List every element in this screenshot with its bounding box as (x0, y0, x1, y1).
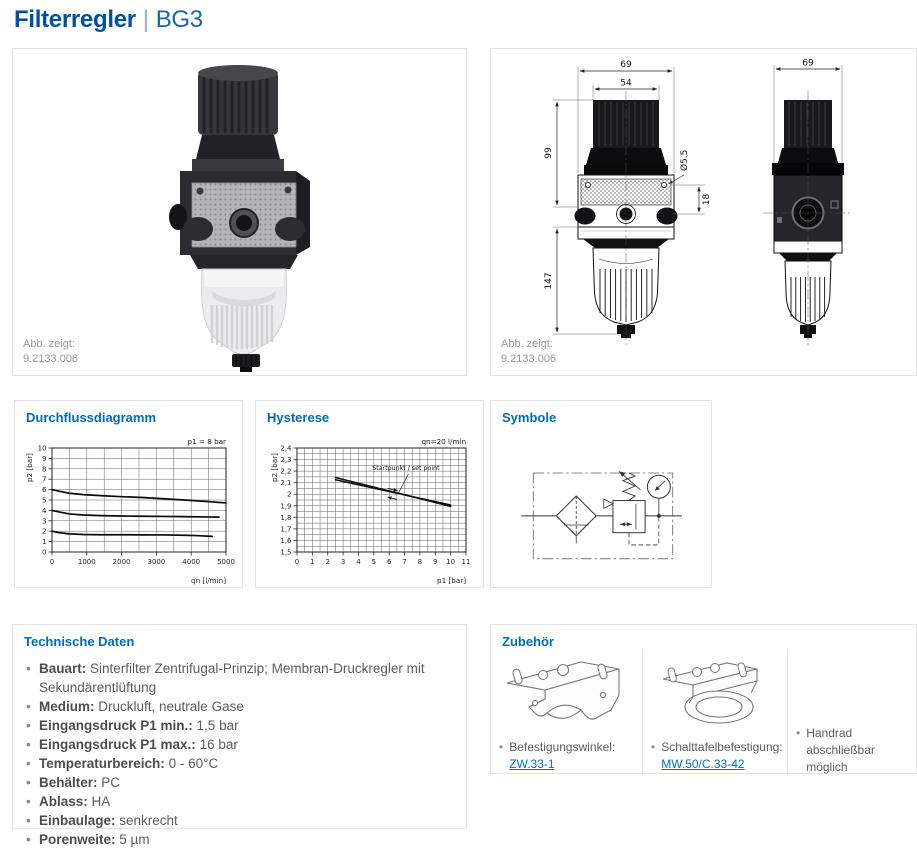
page-title-variant: BG3 (155, 6, 203, 33)
technical-data-list (25, 659, 455, 849)
svg-text:2000: 2000 (112, 558, 131, 566)
svg-text:2,2: 2,2 (280, 467, 292, 476)
svg-text:1: 1 (42, 538, 47, 547)
product-photo-graphic (128, 57, 348, 375)
accessory-cell-handwheel (788, 649, 916, 773)
dim-hole-dia-label: Ø5.5 (680, 149, 690, 171)
svg-text:1000: 1000 (77, 558, 96, 566)
tech-item-porenweite: • Porenweite: 5 µm (25, 830, 455, 849)
flow-diagram-heading: Durchflussdiagramm (26, 410, 157, 425)
hysteresis-chart (263, 434, 475, 586)
panel-mount-image (651, 655, 771, 731)
svg-text:8: 8 (42, 465, 47, 474)
filter-symbol (556, 496, 596, 543)
tech-item-behaelter: • Behälter: PC (25, 773, 455, 792)
accessory-cell-bracket (491, 649, 643, 773)
svg-text:Startpunkt / set point: Startpunkt / set point (372, 464, 440, 472)
gauge-symbol (647, 475, 670, 516)
product-photo-panel (12, 48, 467, 376)
svg-text:0: 0 (294, 558, 300, 566)
svg-text:qn [l/min]: qn [l/min] (191, 576, 226, 585)
accessory-cell-panel-mount (643, 649, 788, 773)
tech-item-p1-max: • Eingangsdruck P1 max.: 16 bar (25, 735, 455, 754)
side-view-drawing (741, 55, 876, 355)
svg-text:6: 6 (42, 486, 47, 495)
hysteresis-heading: Hysterese (267, 410, 330, 425)
dim-front-width-label: 69 (620, 60, 632, 70)
svg-text:3000: 3000 (147, 558, 166, 566)
svg-text:p1 = 8 bar: p1 = 8 bar (187, 437, 226, 446)
technical-drawing-panel (490, 48, 917, 376)
tech-item-temperatur: • Temperaturbereich: 0 - 60°C (25, 754, 455, 773)
svg-text:0: 0 (42, 548, 47, 557)
bracket-link[interactable]: ZW.33-1 (509, 757, 555, 771)
drawing-caption-line2: 9.2133.006 (501, 353, 557, 365)
svg-text:5: 5 (371, 558, 377, 566)
mounting-bracket-image (499, 655, 627, 731)
svg-text:3: 3 (42, 517, 47, 526)
svg-text:p2 [bar]: p2 [bar] (270, 453, 279, 482)
flow-diagram-chart (22, 434, 234, 586)
symbols-panel (490, 400, 712, 588)
dim-lower-height-label: 147 (544, 272, 554, 290)
tech-item-medium: • Medium: Druckluft, neutrale Gase (25, 697, 455, 716)
dim-side-width-label: 69 (802, 58, 814, 69)
svg-text:2,4: 2,4 (280, 444, 292, 453)
tech-item-ablass: • Ablass: HA (25, 792, 455, 811)
handwheel-bullet: • Handrad abschließbar möglich (796, 725, 908, 776)
photo-caption (23, 337, 78, 367)
svg-text:5: 5 (42, 496, 47, 505)
svg-text:5000: 5000 (217, 558, 235, 566)
accessories-heading: Zubehör (502, 634, 554, 649)
svg-text:1: 1 (310, 558, 315, 566)
tech-item-bauart: • Bauart: Sinterfilter Zentrifugal-Prinzip; Membran-Druckregler mit Sekundärentlüftung (25, 659, 455, 697)
svg-text:3: 3 (340, 558, 346, 566)
svg-text:8: 8 (417, 558, 423, 566)
panel-mount-label: Schalttafelbefestigung: (661, 740, 783, 754)
svg-text:10: 10 (37, 444, 47, 453)
svg-text:10: 10 (446, 558, 456, 566)
svg-text:2,3: 2,3 (280, 456, 292, 465)
drawing-caption-line1: Abb. zeigt: (501, 338, 553, 350)
product-bowl (202, 269, 287, 354)
drawing-caption (501, 337, 556, 367)
svg-text:4000: 4000 (182, 558, 201, 566)
svg-text:6: 6 (386, 558, 392, 566)
svg-text:2: 2 (287, 490, 292, 499)
title-separator: | (142, 6, 149, 33)
flow-diagram-panel (14, 400, 243, 588)
svg-text:1,5: 1,5 (280, 548, 292, 557)
svg-text:7: 7 (402, 558, 407, 566)
svg-text:1,8: 1,8 (280, 513, 292, 522)
hysteresis-panel (255, 400, 484, 588)
svg-text:2: 2 (42, 527, 47, 536)
regulator-symbol (604, 471, 645, 532)
page-title (14, 6, 203, 34)
dim-knob-width-label: 54 (620, 78, 632, 89)
svg-text:1,7: 1,7 (280, 525, 292, 534)
bracket-label: Befestigungswinkel: (509, 740, 616, 754)
accessories-panel (490, 624, 917, 774)
bracket-bullet: • Befestigungswinkel: ZW.33-1 (499, 740, 616, 771)
svg-text:11: 11 (461, 558, 471, 566)
svg-text:4: 4 (356, 558, 361, 566)
panel-mount-bullet: • Schalttafelbefestigung: MW.50/C.33-42 (651, 740, 783, 771)
pneumatic-symbol-graphic (515, 453, 691, 568)
svg-text:1,6: 1,6 (280, 536, 292, 545)
svg-text:p1 [bar]: p1 [bar] (437, 576, 466, 585)
product-drain (232, 354, 260, 372)
front-view-drawing (521, 55, 711, 355)
svg-text:7: 7 (42, 475, 47, 484)
svg-text:2: 2 (325, 558, 330, 566)
dim-upper-height-label: 99 (544, 147, 554, 159)
technical-data-heading: Technische Daten (24, 634, 135, 649)
handwheel-note: Handrad abschließbar möglich (806, 726, 875, 774)
photo-caption-line2: 9.2133.006 (23, 353, 79, 365)
svg-text:qn=20 l/min: qn=20 l/min (421, 437, 466, 446)
tech-item-einbaulage: • Einbaulage: senkrecht (25, 811, 455, 830)
svg-text:2,1: 2,1 (280, 479, 292, 488)
svg-text:p2 [bar]: p2 [bar] (25, 453, 34, 482)
feedback-line (629, 518, 659, 545)
svg-text:0: 0 (49, 558, 55, 566)
panel-mount-link[interactable]: MW.50/C.33-42 (661, 757, 745, 771)
technical-data-panel (12, 624, 467, 847)
svg-text:1,9: 1,9 (280, 502, 292, 511)
svg-text:4: 4 (42, 506, 47, 515)
product-knob (192, 65, 284, 171)
svg-text:9: 9 (42, 454, 47, 463)
dim-hole-offset-label: 18 (702, 193, 712, 206)
product-body (169, 171, 310, 269)
symbols-heading: Symbole (502, 410, 557, 425)
page-title-main: Filterregler (14, 6, 136, 33)
accessories-row (491, 649, 916, 773)
tech-item-p1-min: • Eingangsdruck P1 min.: 1,5 bar (25, 716, 455, 735)
svg-text:9: 9 (433, 558, 438, 566)
photo-caption-line1: Abb. zeigt: (23, 338, 75, 350)
